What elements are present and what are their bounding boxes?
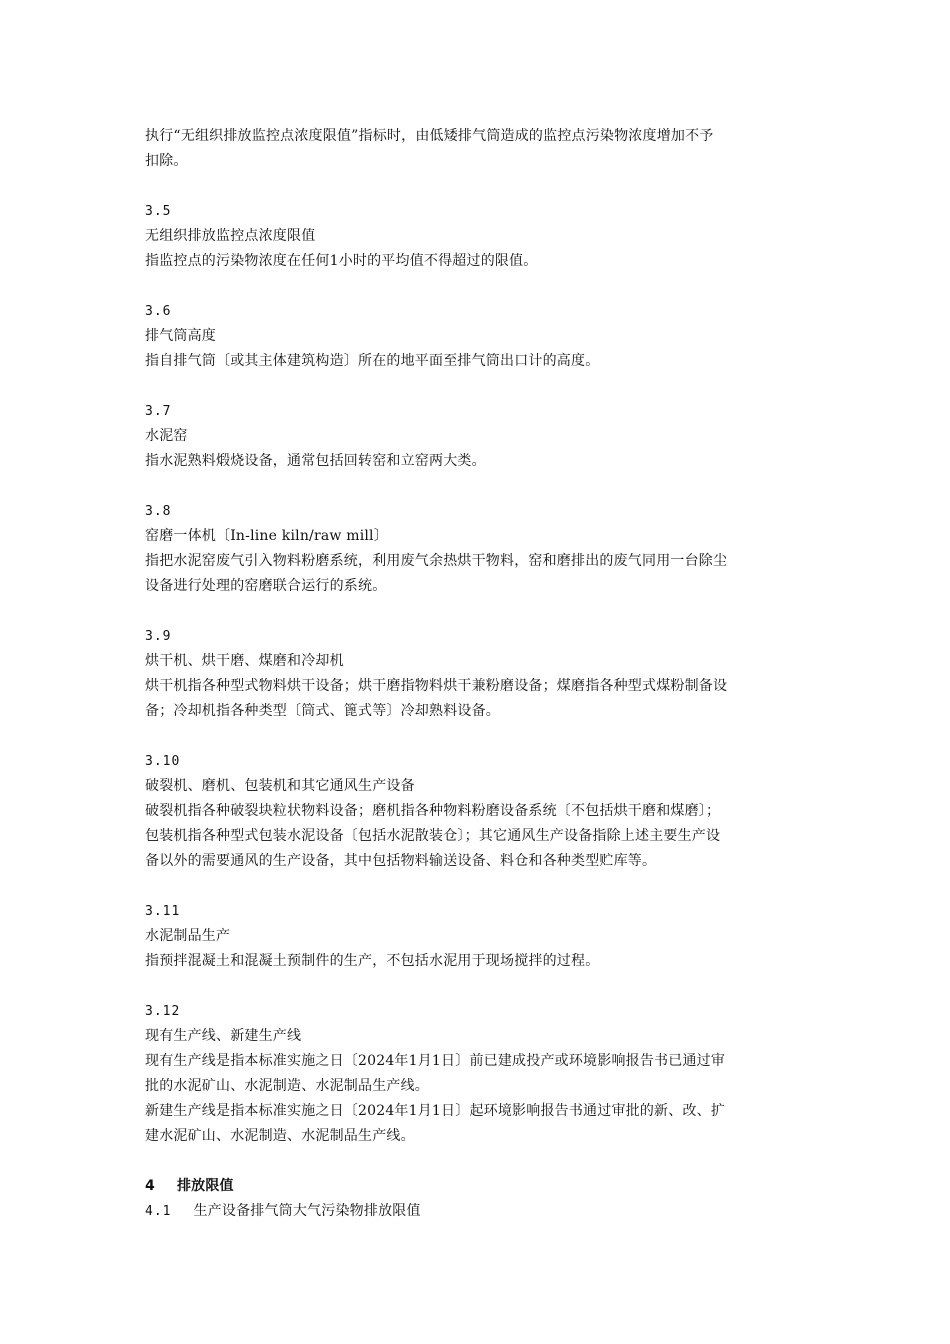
- section-text: 新建生产线是指本标准实施之日〔2024年1月1日〕起环境影响报告书通过审批的新、改、扩: [145, 1103, 726, 1119]
- section-text: 指水泥熟料煅烧设备，通常包括回转窑和立窑两大类。: [145, 453, 486, 469]
- section-3-5: [145, 199, 805, 274]
- section-3-9: [145, 624, 805, 724]
- chapter-title: 排放限值: [176, 1178, 234, 1194]
- section-text: 指自排气筒〔或其主体建筑构造〕所在的地平面至排气筒出口计的高度。: [145, 353, 600, 369]
- section-text: 指把水泥窑废气引入物料粉磨系统，利用废气余热烘干物料，窑和磨排出的废气同用一台除尘: [145, 553, 728, 569]
- section-title: 排气筒高度: [145, 328, 216, 344]
- section-text: 破裂机指各种破裂块粒状物料设备；磨机指各种物料粉磨设备系统〔不包括烘干磨和煤磨〕；: [145, 803, 721, 819]
- section-title: 水泥制品生产: [145, 928, 231, 944]
- section-number: 3.5: [145, 204, 172, 219]
- section-text: 包装机指各种型式包装水泥设备〔包括水泥散装仓〕；其它通风生产设备指除上述主要生产设: [145, 828, 721, 844]
- section-title: 现有生产线、新建生产线: [145, 1028, 302, 1044]
- subsection-number: 4.1: [145, 1204, 172, 1219]
- section-title: 窑磨一体机〔In-line kiln/raw mill〕: [145, 528, 388, 544]
- section-title: 水泥窑: [145, 428, 188, 444]
- document-page: [145, 124, 805, 1224]
- section-text: 设备进行处理的窑磨联合运行的系统。: [145, 578, 387, 594]
- section-text: 现有生产线是指本标准实施之日〔2024年1月1日〕前已建成投产或环境影响报告书已通过审: [145, 1053, 726, 1069]
- section-number: 3.10: [145, 754, 181, 769]
- section-3-10: [145, 749, 805, 874]
- section-text: 批的水泥矿山、水泥制造、水泥制品生产线。: [145, 1078, 429, 1094]
- section-number: 3.7: [145, 404, 172, 419]
- chapter-heading: [145, 1174, 805, 1199]
- section-title: 烘干机、烘干磨、煤磨和冷却机: [145, 653, 344, 669]
- section-text: 指预拌混凝土和混凝土预制件的生产，不包括水泥用于现场搅拌的过程。: [145, 953, 600, 969]
- section-text: 烘干机指各种型式物料烘干设备；烘干磨指物料烘干兼粉磨设备；煤磨指各种型式煤粉制备设: [145, 678, 728, 694]
- intro-line-2: 扣除。: [145, 153, 188, 169]
- chapter-number: 4: [145, 1178, 155, 1194]
- section-title: 破裂机、磨机、包装机和其它通风生产设备: [145, 778, 415, 794]
- section-text: 建水泥矿山、水泥制造、水泥制品生产线。: [145, 1128, 415, 1144]
- section-3-12: [145, 999, 805, 1149]
- section-number: 3.8: [145, 504, 172, 519]
- section-text: 指监控点的污染物浓度在任何1小时的平均值不得超过的限值。: [145, 253, 538, 269]
- section-title: 无组织排放监控点浓度限值: [145, 228, 316, 244]
- section-3-7: [145, 399, 805, 474]
- section-3-8: [145, 499, 805, 599]
- section-number: 3.12: [145, 1004, 181, 1019]
- section-text: 备；冷却机指各种类型〔筒式、篦式等〕冷却熟料设备。: [145, 703, 500, 719]
- section-number: 3.6: [145, 304, 172, 319]
- section-3-6: [145, 299, 805, 374]
- section-text: 备以外的需要通风的生产设备，其中包括物料输送设备、料仓和各种类型贮库等。: [145, 853, 657, 869]
- subsection-title: 生产设备排气筒大气污染物排放限值: [193, 1203, 421, 1219]
- subsection-heading: [145, 1199, 805, 1224]
- intro-line-1: 执行“无组织排放监控点浓度限值”指标时，由低矮排气筒造成的监控点污染物浓度增加不予: [145, 128, 714, 144]
- section-3-11: [145, 899, 805, 974]
- section-number: 3.11: [145, 904, 181, 919]
- section-number: 3.9: [145, 629, 172, 644]
